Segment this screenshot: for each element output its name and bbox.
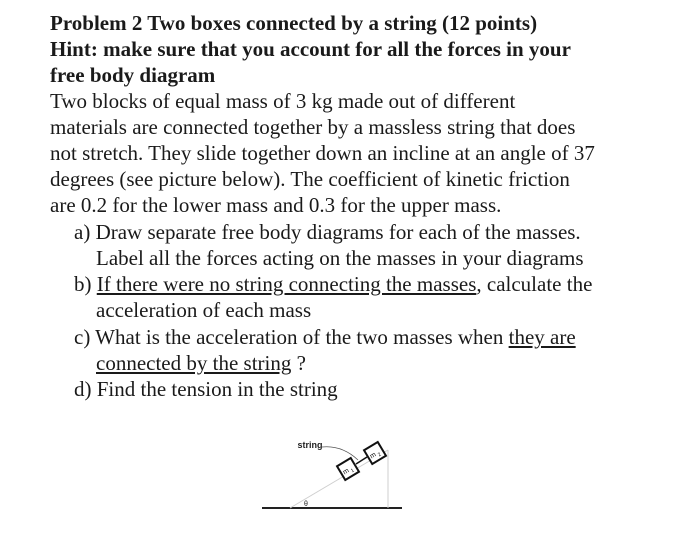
paragraph-line: are 0.2 for the lower mass and 0.3 for the upper mass.	[50, 193, 502, 217]
item-c-underlined-1: they are	[508, 325, 576, 349]
item-c-line-1	[74, 324, 576, 350]
item-b-line-1	[74, 271, 592, 297]
hint-line-2: free body diagram	[50, 63, 216, 87]
mass-1-box	[337, 458, 359, 480]
paragraph-line: degrees (see picture below). The coefficient of kinetic friction	[50, 167, 570, 191]
item-b-suffix: , calculate the	[476, 272, 593, 296]
mass-2-label: m	[368, 451, 378, 461]
mass-1-subscript: 1	[349, 467, 356, 475]
item-c-underlined-2: connected by the string	[96, 351, 292, 375]
string-pointer	[322, 447, 358, 460]
paragraph-line: Two blocks of equal mass of 3 kg made out of different	[50, 89, 516, 113]
item-b-prefix: b)	[74, 272, 97, 296]
item-a-line-2: Label all the forces acting on the masses in your diagrams	[96, 246, 584, 270]
item-d-line: d) Find the tension in the string	[74, 377, 338, 401]
mass-2-box	[364, 442, 386, 464]
hint-line-1: Hint: make sure that you account for all the forces in your	[50, 37, 571, 61]
mass-2-subscript: 2	[376, 451, 383, 459]
item-b-underlined: If there were no string connecting the masses	[96, 272, 477, 296]
incline-diagram	[230, 420, 430, 530]
item-c-suffix: ?	[291, 351, 306, 375]
string-label: string	[297, 440, 323, 450]
item-c-prefix: c) What is the acceleration of the two masses when	[74, 325, 509, 349]
mass-1-label: m	[341, 467, 351, 477]
item-b-line-2: acceleration of each mass	[96, 298, 312, 322]
paragraph-line: materials are connected together by a massless string that does	[50, 115, 576, 139]
angle-label: θ	[304, 501, 308, 508]
paragraph-line: not stretch. They slide together down an incline at an angle of 37	[50, 141, 595, 165]
item-a-line-1: a) Draw separate free body diagrams for each of the masses.	[74, 220, 581, 244]
problem-title: Problem 2 Two boxes connected by a string (12 points)	[50, 11, 538, 35]
item-c-line-2	[96, 350, 306, 376]
